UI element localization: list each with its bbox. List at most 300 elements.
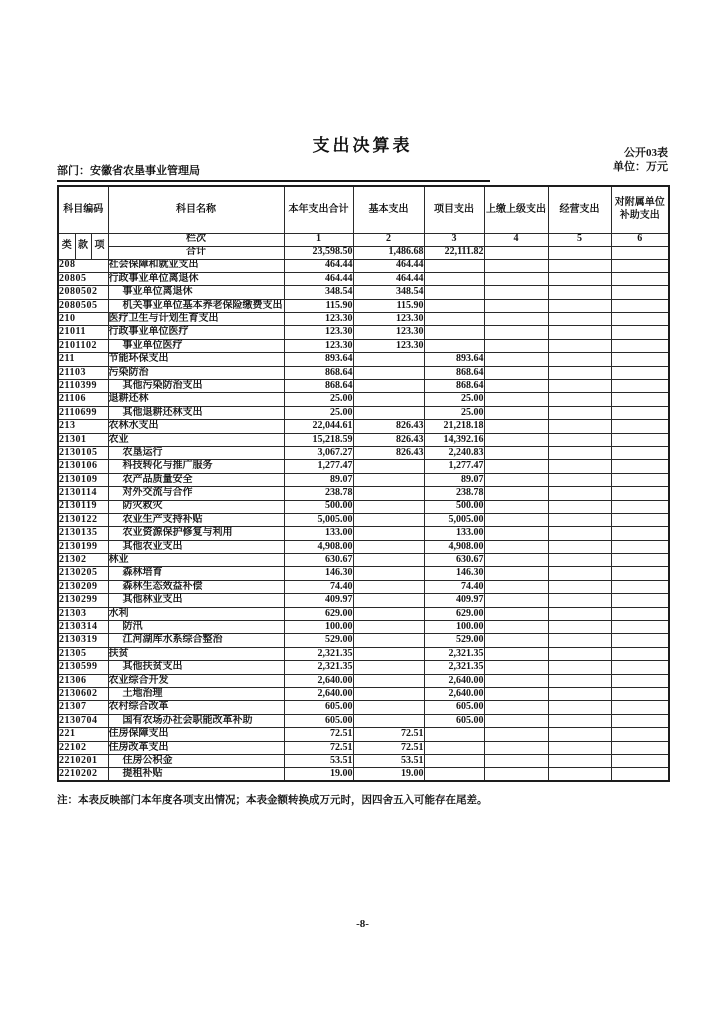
- value-cell: 5,005.00: [284, 513, 353, 526]
- value-cell: 500.00: [284, 500, 353, 513]
- value-cell: [548, 353, 611, 366]
- value-cell: [548, 594, 611, 607]
- value-cell: 89.07: [284, 473, 353, 486]
- subject-code-cell: 2110699: [58, 406, 108, 419]
- value-cell: [548, 527, 611, 540]
- value-cell: 19.00: [353, 768, 424, 781]
- value-cell: [548, 513, 611, 526]
- value-cell: [548, 366, 611, 379]
- value-cell: 146.30: [424, 567, 484, 580]
- table-row: [58, 406, 669, 419]
- subject-code-cell: 2110399: [58, 380, 108, 393]
- table-row: [58, 540, 669, 553]
- subject-code-cell: 221: [58, 728, 108, 741]
- value-cell: [484, 607, 548, 620]
- value-cell: [611, 259, 669, 272]
- column-number: 1: [284, 233, 353, 246]
- column-header: 经营支出: [548, 186, 611, 233]
- subject-code-cell: 2130314: [58, 621, 108, 634]
- value-cell: [353, 393, 424, 406]
- subject-code-cell: 22102: [58, 741, 108, 754]
- value-cell: 893.64: [424, 353, 484, 366]
- subject-name-cell: 事业单位医疗: [108, 339, 284, 352]
- value-cell: [424, 313, 484, 326]
- value-cell: [484, 380, 548, 393]
- subject-name-cell: 防灾救灾: [108, 500, 284, 513]
- value-cell: [611, 380, 669, 393]
- value-cell: [611, 393, 669, 406]
- value-cell: [484, 554, 548, 567]
- lanci-label: 栏次: [108, 233, 284, 246]
- column-header: 基本支出: [353, 186, 424, 233]
- table-row: [58, 554, 669, 567]
- value-cell: 630.67: [284, 554, 353, 567]
- table-row: [58, 527, 669, 540]
- total-value-cell: [611, 246, 669, 259]
- table-row: [58, 754, 669, 767]
- subject-name-cell: 医疗卫生与计划生育支出: [108, 313, 284, 326]
- value-cell: [611, 580, 669, 593]
- subject-name-cell: 防汛: [108, 621, 284, 634]
- value-cell: [484, 353, 548, 366]
- value-cell: [548, 272, 611, 285]
- value-cell: [353, 380, 424, 393]
- subject-code-cell: 213: [58, 420, 108, 433]
- value-cell: [548, 540, 611, 553]
- value-cell: [611, 607, 669, 620]
- value-cell: [611, 634, 669, 647]
- value-cell: [484, 406, 548, 419]
- value-cell: 2,321.35: [424, 661, 484, 674]
- value-cell: [611, 527, 669, 540]
- value-cell: [484, 299, 548, 312]
- value-cell: [548, 701, 611, 714]
- value-cell: [353, 460, 424, 473]
- subject-code-cell: 21301: [58, 433, 108, 446]
- subject-code-cell: 21307: [58, 701, 108, 714]
- value-cell: 5,005.00: [424, 513, 484, 526]
- column-number: 4: [484, 233, 548, 246]
- value-cell: 409.97: [424, 594, 484, 607]
- value-cell: [611, 353, 669, 366]
- value-cell: 500.00: [424, 500, 484, 513]
- value-cell: [548, 286, 611, 299]
- value-cell: 893.64: [284, 353, 353, 366]
- value-cell: 72.51: [353, 728, 424, 741]
- page-number: -8-: [356, 918, 369, 930]
- value-cell: [548, 634, 611, 647]
- value-cell: [353, 701, 424, 714]
- subject-name-cell: 提租补贴: [108, 768, 284, 781]
- value-cell: [484, 580, 548, 593]
- value-cell: 21,218.18: [424, 420, 484, 433]
- table-row: [58, 768, 669, 781]
- table-row: [58, 567, 669, 580]
- value-cell: 464.44: [353, 259, 424, 272]
- value-cell: 2,640.00: [284, 688, 353, 701]
- expenditure-table: [57, 185, 670, 782]
- subject-code-cell: 2130105: [58, 446, 108, 459]
- value-cell: [611, 513, 669, 526]
- value-cell: [548, 406, 611, 419]
- sub-code-header: 款: [75, 233, 91, 259]
- value-cell: [484, 433, 548, 446]
- subject-name-cell: 其他污染防治支出: [108, 380, 284, 393]
- value-cell: [484, 272, 548, 285]
- value-cell: [611, 473, 669, 486]
- subject-code-cell: 2130209: [58, 580, 108, 593]
- subject-name-cell: 土地治理: [108, 688, 284, 701]
- value-cell: 605.00: [424, 714, 484, 727]
- subject-code-cell: 2130599: [58, 661, 108, 674]
- value-cell: [353, 580, 424, 593]
- value-cell: [484, 674, 548, 687]
- note: 注：本表反映部门本年度各项支出情况；本表金额转换成万元时，因四舍五入可能存在尾差。: [57, 795, 488, 806]
- subject-code-cell: 2210202: [58, 768, 108, 781]
- value-cell: [548, 661, 611, 674]
- value-cell: 100.00: [424, 621, 484, 634]
- table-row: [58, 353, 669, 366]
- value-cell: [484, 339, 548, 352]
- subject-code-cell: 2130319: [58, 634, 108, 647]
- subject-code-cell: 2130299: [58, 594, 108, 607]
- subject-name-cell: 农村综合改革: [108, 701, 284, 714]
- value-cell: [611, 621, 669, 634]
- subject-name-cell: 其他扶贫支出: [108, 661, 284, 674]
- subject-name-cell: 农业生产支持补贴: [108, 513, 284, 526]
- column-number: 2: [353, 233, 424, 246]
- subject-name-cell: 行政事业单位离退休: [108, 272, 284, 285]
- value-cell: [353, 674, 424, 687]
- value-cell: 2,640.00: [284, 674, 353, 687]
- value-cell: [484, 286, 548, 299]
- value-cell: [424, 286, 484, 299]
- subject-name-cell: 江河湖库水系综合整治: [108, 634, 284, 647]
- subject-name-cell: 森林培育: [108, 567, 284, 580]
- value-cell: [548, 621, 611, 634]
- value-cell: 464.44: [353, 272, 424, 285]
- value-cell: [611, 741, 669, 754]
- value-cell: 25.00: [284, 406, 353, 419]
- value-cell: 238.78: [284, 487, 353, 500]
- table-row: [58, 313, 669, 326]
- value-cell: [353, 540, 424, 553]
- value-cell: [424, 326, 484, 339]
- table-row: [58, 433, 669, 446]
- value-cell: [611, 701, 669, 714]
- value-cell: 133.00: [424, 527, 484, 540]
- value-cell: [484, 594, 548, 607]
- value-cell: [353, 594, 424, 607]
- value-cell: [611, 299, 669, 312]
- subject-name-cell: 水利: [108, 607, 284, 620]
- value-cell: [548, 728, 611, 741]
- value-cell: [548, 313, 611, 326]
- value-cell: [353, 607, 424, 620]
- value-cell: [611, 567, 669, 580]
- value-cell: 123.30: [284, 313, 353, 326]
- subject-name-cell: 国有农场办社会职能改革补助: [108, 714, 284, 727]
- value-cell: [548, 688, 611, 701]
- table-row: [58, 688, 669, 701]
- value-cell: 605.00: [424, 701, 484, 714]
- subject-code-cell: 2130199: [58, 540, 108, 553]
- value-cell: [611, 540, 669, 553]
- table-row: [58, 661, 669, 674]
- value-cell: [548, 554, 611, 567]
- value-cell: [548, 487, 611, 500]
- value-cell: [548, 446, 611, 459]
- column-index-row: [58, 233, 669, 246]
- subject-code-cell: 2080505: [58, 299, 108, 312]
- value-cell: 74.40: [424, 580, 484, 593]
- column-header: 对附属单位补助支出: [611, 186, 669, 233]
- value-cell: [611, 594, 669, 607]
- table-row: [58, 647, 669, 660]
- subject-name-cell: 污染防治: [108, 366, 284, 379]
- value-cell: [353, 366, 424, 379]
- subject-name-cell: 住房改革支出: [108, 741, 284, 754]
- value-cell: 89.07: [424, 473, 484, 486]
- value-cell: [484, 259, 548, 272]
- subject-name-cell: 科技转化与推广服务: [108, 460, 284, 473]
- subject-code-cell: 208: [58, 259, 108, 272]
- table-row: [58, 487, 669, 500]
- value-cell: [611, 768, 669, 781]
- value-cell: [611, 406, 669, 419]
- value-cell: 123.30: [353, 339, 424, 352]
- value-cell: [611, 500, 669, 513]
- value-cell: [484, 393, 548, 406]
- value-cell: 629.00: [424, 607, 484, 620]
- value-cell: [484, 366, 548, 379]
- value-cell: [484, 621, 548, 634]
- value-cell: 2,321.35: [424, 647, 484, 660]
- subject-name-cell: 行政事业单位医疗: [108, 326, 284, 339]
- subject-code-cell: 2130114: [58, 487, 108, 500]
- table-row: [58, 286, 669, 299]
- subject-code-cell: 20805: [58, 272, 108, 285]
- subject-code-cell: 2130122: [58, 513, 108, 526]
- value-cell: 146.30: [284, 567, 353, 580]
- table-row: [58, 393, 669, 406]
- subject-code-cell: 2080502: [58, 286, 108, 299]
- value-cell: [484, 527, 548, 540]
- value-cell: 3,067.27: [284, 446, 353, 459]
- subject-name-cell: 农垦运行: [108, 446, 284, 459]
- table-row: [58, 272, 669, 285]
- value-cell: [424, 741, 484, 754]
- value-cell: [611, 313, 669, 326]
- column-header: 上缴上级支出: [484, 186, 548, 233]
- total-value-cell: [548, 246, 611, 259]
- department-label: 部门：安徽省农垦事业管理局: [57, 162, 490, 182]
- value-cell: 100.00: [284, 621, 353, 634]
- value-cell: 868.64: [424, 380, 484, 393]
- value-cell: [548, 326, 611, 339]
- value-cell: [353, 487, 424, 500]
- table-row: [58, 634, 669, 647]
- value-cell: 464.44: [284, 259, 353, 272]
- value-cell: 14,392.16: [424, 433, 484, 446]
- subject-name-cell: 住房保障支出: [108, 728, 284, 741]
- meta-right: [613, 146, 668, 174]
- subject-name-cell: 对外交流与合作: [108, 487, 284, 500]
- value-cell: [484, 661, 548, 674]
- value-cell: 630.67: [424, 554, 484, 567]
- value-cell: [611, 460, 669, 473]
- column-number: 5: [548, 233, 611, 246]
- page-title: 支出决算表: [312, 136, 413, 156]
- column-header: 本年支出合计: [284, 186, 353, 233]
- subject-name-cell: 农林水支出: [108, 420, 284, 433]
- value-cell: [611, 272, 669, 285]
- value-cell: [548, 473, 611, 486]
- value-cell: 133.00: [284, 527, 353, 540]
- subject-code-cell: 2130109: [58, 473, 108, 486]
- value-cell: 464.44: [284, 272, 353, 285]
- column-number: 3: [424, 233, 484, 246]
- value-cell: 123.30: [353, 313, 424, 326]
- value-cell: 826.43: [353, 420, 424, 433]
- total-label: 合计: [108, 246, 284, 259]
- subject-code-cell: 2210201: [58, 754, 108, 767]
- subject-name-cell: 农业: [108, 433, 284, 446]
- value-cell: [484, 446, 548, 459]
- subject-code-cell: 2130135: [58, 527, 108, 540]
- value-cell: [484, 647, 548, 660]
- value-cell: [611, 661, 669, 674]
- subject-code-cell: 21011: [58, 326, 108, 339]
- value-cell: [353, 473, 424, 486]
- value-cell: [484, 754, 548, 767]
- subject-code-cell: 2130119: [58, 500, 108, 513]
- value-cell: 2,321.35: [284, 647, 353, 660]
- value-cell: [424, 754, 484, 767]
- value-cell: 25.00: [424, 393, 484, 406]
- value-cell: [484, 326, 548, 339]
- value-cell: [611, 446, 669, 459]
- value-cell: 2,640.00: [424, 688, 484, 701]
- value-cell: [353, 688, 424, 701]
- value-cell: [353, 661, 424, 674]
- subject-code-cell: 21306: [58, 674, 108, 687]
- value-cell: 115.90: [284, 299, 353, 312]
- value-cell: [484, 420, 548, 433]
- value-cell: [484, 313, 548, 326]
- value-cell: [611, 714, 669, 727]
- subject-name-cell: 其他退耕还林支出: [108, 406, 284, 419]
- value-cell: 2,321.35: [284, 661, 353, 674]
- value-cell: [353, 353, 424, 366]
- table-row: [58, 420, 669, 433]
- table-row: [58, 366, 669, 379]
- value-cell: 19.00: [284, 768, 353, 781]
- value-cell: [353, 634, 424, 647]
- subject-code-cell: 2101102: [58, 339, 108, 352]
- subject-code-cell: 21302: [58, 554, 108, 567]
- value-cell: [484, 768, 548, 781]
- table-row: [58, 701, 669, 714]
- total-row: [58, 246, 669, 259]
- subject-code-cell: 21303: [58, 607, 108, 620]
- value-cell: [548, 433, 611, 446]
- value-cell: [424, 299, 484, 312]
- value-cell: 1,277.47: [424, 460, 484, 473]
- value-cell: 2,640.00: [424, 674, 484, 687]
- subject-name-cell: 机关事业单位基本养老保险缴费支出: [108, 299, 284, 312]
- subject-code-cell: 2130106: [58, 460, 108, 473]
- header-subject-name: 科目名称: [108, 186, 284, 233]
- value-cell: 868.64: [424, 366, 484, 379]
- header-row: [58, 186, 669, 233]
- value-cell: [611, 647, 669, 660]
- value-cell: 529.00: [424, 634, 484, 647]
- value-cell: [353, 513, 424, 526]
- subject-name-cell: 农业资源保护修复与利用: [108, 527, 284, 540]
- total-value-cell: 1,486.68: [353, 246, 424, 259]
- header-subject-code: 科目编码: [58, 186, 108, 233]
- value-cell: [353, 406, 424, 419]
- subject-name-cell: 退耕还林: [108, 393, 284, 406]
- total-value-cell: 22,111.82: [424, 246, 484, 259]
- value-cell: [611, 420, 669, 433]
- subject-name-cell: 其他农业支出: [108, 540, 284, 553]
- sub-code-header: 类: [58, 233, 75, 259]
- value-cell: [548, 741, 611, 754]
- value-cell: [611, 754, 669, 767]
- table-row: [58, 513, 669, 526]
- value-cell: [611, 286, 669, 299]
- value-cell: [548, 420, 611, 433]
- value-cell: 115.90: [353, 299, 424, 312]
- value-cell: [548, 393, 611, 406]
- value-cell: [548, 674, 611, 687]
- value-cell: 25.00: [284, 393, 353, 406]
- value-cell: [611, 728, 669, 741]
- value-cell: 53.51: [353, 754, 424, 767]
- subject-code-cell: 2130704: [58, 714, 108, 727]
- value-cell: 72.51: [353, 741, 424, 754]
- value-cell: 2,240.83: [424, 446, 484, 459]
- subject-name-cell: 节能环保支出: [108, 353, 284, 366]
- value-cell: [484, 688, 548, 701]
- value-cell: [484, 701, 548, 714]
- table-row: [58, 580, 669, 593]
- total-value-cell: [484, 246, 548, 259]
- value-cell: 348.54: [353, 286, 424, 299]
- value-cell: [548, 580, 611, 593]
- table-row: [58, 299, 669, 312]
- value-cell: 25.00: [424, 406, 484, 419]
- subject-code-cell: 2130205: [58, 567, 108, 580]
- subject-name-cell: 社会保障和就业支出: [108, 259, 284, 272]
- table-row: [58, 500, 669, 513]
- value-cell: [353, 714, 424, 727]
- subject-name-cell: 农业综合开发: [108, 674, 284, 687]
- table-row: [58, 473, 669, 486]
- value-cell: [548, 460, 611, 473]
- value-cell: 826.43: [353, 446, 424, 459]
- value-cell: [424, 728, 484, 741]
- total-value-cell: 23,598.50: [284, 246, 353, 259]
- value-cell: [611, 688, 669, 701]
- value-cell: [353, 554, 424, 567]
- subject-name-cell: 事业单位离退休: [108, 286, 284, 299]
- value-cell: [548, 380, 611, 393]
- subject-code-cell: 211: [58, 353, 108, 366]
- table-row: [58, 621, 669, 634]
